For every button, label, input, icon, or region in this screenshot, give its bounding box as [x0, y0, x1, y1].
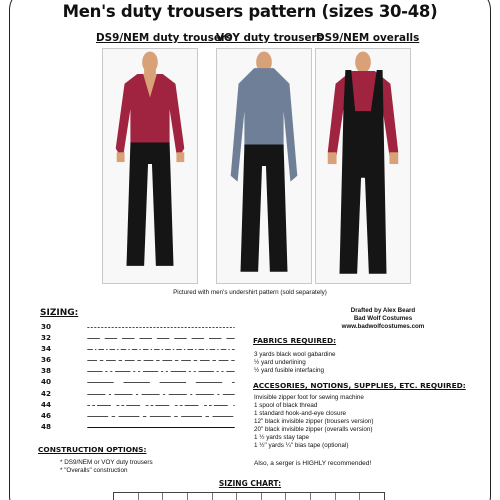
- size-label: 44: [41, 400, 52, 409]
- size-row: [41, 322, 231, 332]
- list-item: * DS9/NEM or VOY duty trousers: [60, 459, 153, 466]
- list-item: 1 standard hook-and-eye closure: [254, 410, 347, 417]
- credit-website: www.badwolfcostumes.com: [341, 323, 425, 330]
- table-cell: [262, 493, 287, 500]
- size-line: [55, 371, 267, 372]
- table-cell: [114, 493, 139, 500]
- fabrics-heading: FABRICS REQUIRED:: [253, 336, 337, 345]
- fabrics-list: [254, 351, 336, 375]
- photo-ds9-overalls: [315, 48, 411, 284]
- credits: [308, 307, 458, 331]
- size-line: [55, 349, 267, 350]
- notions-heading: ACCESORIES, NOTIONS, SUPPLIES, ETC. REQUIRED:: [253, 381, 466, 390]
- size-line: [55, 416, 267, 417]
- size-label: 40: [41, 377, 52, 386]
- size-row: [41, 389, 231, 399]
- size-line: [55, 394, 267, 395]
- sizing-heading: SIZING:: [40, 308, 79, 318]
- list-item: 1 ½ yards stay tape: [254, 434, 309, 441]
- table-cell: [311, 493, 336, 500]
- credit-company: Bad Wolf Costumes: [353, 315, 413, 322]
- list-item: 1 ½" yards ¼" bias tape (optional): [254, 442, 349, 449]
- size-line: [55, 405, 267, 406]
- notions-list: [254, 394, 373, 450]
- list-item: 3 yards black wool gabardine: [254, 351, 336, 358]
- size-row: [41, 355, 231, 365]
- construction-heading: CONSTRUCTION OPTIONS:: [38, 445, 147, 454]
- table-cell: [237, 493, 262, 500]
- photo-caption-ds9-overalls: DS9/NEM overalls: [316, 32, 420, 44]
- credit-drafted-by: Drafted by Alex Beard: [350, 307, 416, 314]
- size-line: [55, 382, 267, 383]
- list-item: 1 spool of black thread: [254, 402, 318, 409]
- size-label: 30: [41, 322, 52, 331]
- photo-voy-trousers: [216, 48, 312, 284]
- serger-note: Also, a serger is HIGHLY recommended!: [254, 460, 372, 467]
- photo-caption-voy-trousers: VOY duty trousers: [216, 32, 323, 44]
- size-label: 46: [41, 411, 52, 420]
- photo-ds9-trousers: [102, 48, 198, 284]
- size-row: [41, 411, 231, 421]
- table-cell: [213, 493, 238, 500]
- table-cell: [360, 493, 384, 500]
- photo-caption-ds9-trousers: DS9/NEM duty trousers: [96, 32, 233, 44]
- size-label: 34: [41, 344, 52, 353]
- list-item: 12" black invisible zipper (trousers version): [254, 418, 374, 425]
- size-row: [41, 333, 231, 343]
- list-item: ½ yard fusible interfacing: [254, 367, 325, 374]
- list-item: 20" black invisible zipper (overalls version): [254, 426, 373, 433]
- pictured-note: Pictured with men's undershirt pattern (sold separately): [173, 289, 327, 296]
- page-title: Men's duty trousers pattern (sizes 30-48): [62, 2, 438, 21]
- size-label: 38: [41, 366, 52, 375]
- size-row: [41, 422, 231, 432]
- size-row: [41, 377, 231, 387]
- size-label: 32: [41, 333, 52, 342]
- size-line: [55, 427, 267, 428]
- size-label: 42: [41, 389, 52, 398]
- size-row: [41, 400, 231, 410]
- list-item: Invisible zipper foot for sewing machine: [254, 394, 364, 401]
- table-cell: [188, 493, 213, 500]
- size-label: 48: [41, 422, 52, 431]
- size-line: [55, 360, 267, 361]
- table-cell: [286, 493, 311, 500]
- sizing-chart-table: [113, 492, 385, 500]
- size-line: [55, 338, 267, 339]
- sizing-chart-heading: SIZING CHART:: [218, 479, 282, 488]
- size-row: [41, 344, 231, 354]
- table-cell: [139, 493, 164, 500]
- list-item: ½ yard underlining: [254, 359, 306, 366]
- list-item: * "Overalls" construction: [60, 467, 128, 474]
- table-cell: [336, 493, 361, 500]
- size-label: 36: [41, 355, 52, 364]
- table-cell: [163, 493, 188, 500]
- construction-list: [60, 459, 153, 475]
- size-row: [41, 366, 231, 376]
- size-line: [55, 327, 267, 328]
